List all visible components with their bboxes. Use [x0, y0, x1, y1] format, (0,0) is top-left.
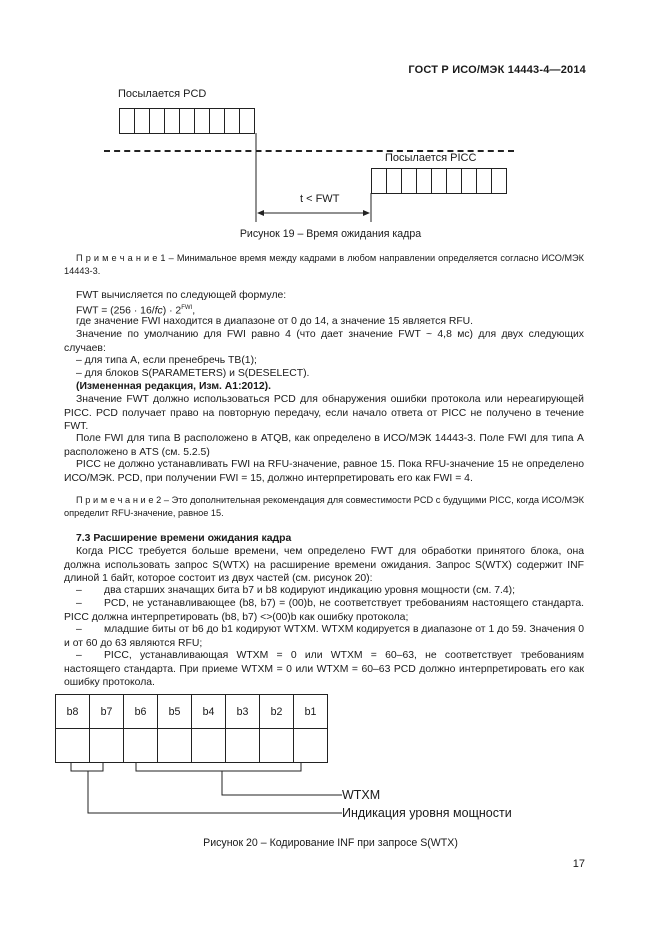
formula-fc: fc: [154, 305, 163, 317]
bit-cell-b5: b5: [158, 695, 192, 729]
note-1: [64, 252, 584, 278]
formula-exponent: FWI: [181, 305, 193, 311]
body-p3: Значение по умолчанию для FWI равно 4 (что дает значение FWT ~ 4,8 мс) для двух следующих случаев:: [64, 329, 584, 354]
bit-cell-b7: b7: [90, 695, 124, 729]
formula-part-b: ) · 2: [162, 305, 182, 317]
bit-cell-b3: b3: [226, 695, 260, 729]
document-header: ГОСТ Р ИСО/МЭК 14443-4—2014: [408, 64, 586, 76]
bit-cell-b4: b4: [192, 695, 226, 729]
bit-cell-b1: b1: [294, 695, 328, 729]
formula-part-c: ,: [192, 305, 196, 317]
section-item-1: два старших значащих бита b7 и b8 кодируют индикацию уровня мощности (см. 7.4);: [104, 585, 516, 596]
list-dash-2: –: [76, 598, 82, 609]
fwt-arrow-left: [257, 210, 264, 216]
section-title: 7.3 Расширение времени ожидания кадра: [76, 533, 292, 544]
note-2-text: – Это дополнительная рекомендация для совместимости PCD с будущими PICC, когда ИСО/МЭК определит RFU-значение, равное 15.: [64, 495, 584, 518]
bit-value-row: [56, 729, 328, 763]
section-item-3: младшие биты от b6 до b1 кодируют WTXM. WTXM кодируется в диапазоне от 1 до 59. Значения 0 и от 60 до 63 являются RFU;: [64, 624, 584, 649]
figure-19-caption: Рисунок 19 – Время ожидания кадра: [239, 228, 422, 240]
bit-cell-b6: b6: [124, 695, 158, 729]
figure-20-caption: Рисунок 20 – Кодирование INF при запросе S(WTX): [203, 837, 458, 849]
t-fwt-label: t < FWT: [300, 193, 340, 205]
picc-label: Посылается PICC: [385, 152, 477, 164]
power-leader: [88, 771, 342, 813]
formula-part-a: FWT = (256 · 16/: [76, 305, 155, 317]
inf-bit-table: [55, 694, 328, 763]
section-item-4: PICC, устанавливающая WTXM = 0 или WTXM = 60–63, не соответствует требованиям настоящего стандарта. При приеме WTXM = 0 или WTXM = 60–63 PCD должно интерпретировать его как ошибку протокола.: [64, 650, 584, 689]
bit-cell-b2: b2: [260, 695, 294, 729]
power-bracket: [71, 762, 103, 771]
body-p2: где значение FWI находится в диапазоне от 0 до 14, а значение 15 является RFU.: [76, 316, 474, 327]
wtxm-leader: [222, 771, 342, 795]
body-p6: PICC не должно устанавливать FWI на RFU-значение, равное 15. Пока RFU-значение 15 не определено ИСО/МЭК. PCD, при получении FWI = 15, должно интерпретировать его как FWI = 4.: [64, 459, 584, 484]
power-indication-label: Индикация уровня мощности: [342, 806, 512, 820]
note-1-text: – Минимальное время между кадрами в любом направлении определяется согласно ИСО/МЭК 14443-3.: [64, 253, 584, 276]
wtxm-bracket: [136, 762, 301, 771]
list-dash-4: –: [76, 650, 82, 661]
list-dash-1: –: [76, 585, 82, 596]
fwt-arrow-right: [363, 210, 370, 216]
section-item-2: PCD, не устанавливающее (b8, b7) = (00)b, не соответствует требованиям настоящего стандарта. PICC должна интерпретировать (b8, b7) <>(00)b как ошибку протокола;: [64, 598, 584, 623]
body-p4: Значение FWT должно использоваться PCD для обнаружения ошибки протокола или нереагирующей PICC. PCD получает право на повторную передачу, если начало ответа от PICC не получено в течение FWT.: [64, 394, 584, 433]
body-li2: – для блоков S(PARAMETERS) и S(DESELECT).: [76, 368, 310, 379]
bit-header-row: [56, 695, 328, 729]
wtxm-label: WTXM: [342, 788, 381, 802]
section-p1: Когда PICC требуется больше времени, чем определено FWT для обработки принятого блока, она должна использовать запрос S(WTX) на расширение времени ожидания. Запрос S(WTX) содержит INF длиной 1 байт, которое состоит из двух частей (см. рисунок 20):: [64, 546, 584, 585]
bit-cell-b8: b8: [56, 695, 90, 729]
pcd-label: Посылается PCD: [118, 88, 207, 100]
list-dash-3: –: [76, 624, 82, 635]
body-p5: Поле FWI для типа В расположено в ATQB, как определено в ИСО/МЭК 14443-3. Поле FWI для типа А расположено в ATS (см. 5.2.5): [64, 433, 584, 458]
note-2-lead: П р и м е ч а н и е 2: [76, 495, 162, 505]
amendment-note: (Измененная редакция, Изм. А1:2012).: [76, 381, 271, 392]
page-number: 17: [572, 858, 585, 870]
note-2: [64, 494, 584, 520]
body-p1: FWT вычисляется по следующей формуле:: [76, 290, 287, 301]
note-1-lead: П р и м е ч а н и е 1: [76, 253, 166, 263]
body-li1: – для типа А, если пренебречь TB(1);: [76, 355, 257, 366]
